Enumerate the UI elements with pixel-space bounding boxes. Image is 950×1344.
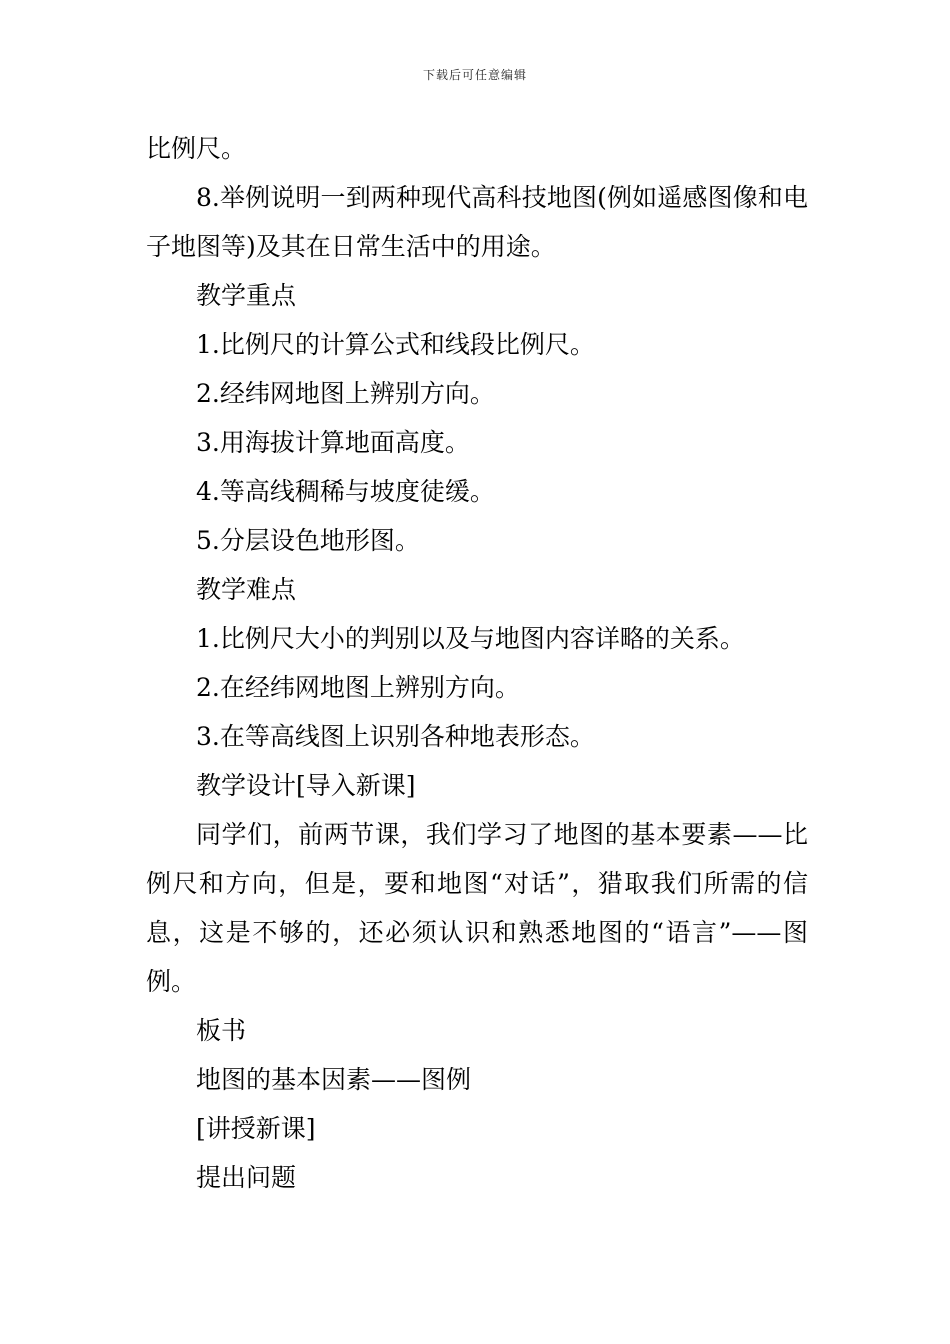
paragraph: [讲授新课] <box>196 1114 316 1143</box>
paragraph: 5.分层设色地形图。 <box>196 526 420 555</box>
paragraph: 比例尺。 <box>146 134 247 163</box>
paragraph: 地图的基本因素——图例 <box>196 1065 472 1094</box>
paragraph: 同学们，前两节课，我们学习了地图的基本要素——比例尺和方向，但是，要和地图“对话”，猎取我们所需的信息，这是不够的，还必须认识和熟悉地图的“语言”——图例。 <box>146 820 808 996</box>
paragraph: 教学设计[导入新课] <box>196 771 416 800</box>
paragraph: 1.比例尺大小的判别以及与地图内容详略的关系。 <box>196 624 745 653</box>
page-header: 下载后可任意编辑 <box>422 68 527 82</box>
paragraph: 教学重点 <box>196 281 297 310</box>
paragraph: 提出问题 <box>196 1163 297 1192</box>
paragraph: 3.在等高线图上识别各种地表形态。 <box>196 722 595 751</box>
paragraph: 教学难点 <box>196 575 297 604</box>
paragraph: 3.用海拔计算地面高度。 <box>196 428 470 457</box>
paragraph: 2.在经纬网地图上辨别方向。 <box>196 673 520 702</box>
paragraph: 4.等高线稠稀与坡度徒缓。 <box>196 477 495 506</box>
paragraph: 8.举例说明一到两种现代高科技地图(例如遥感图像和电子地图等)及其在日常生活中的用途。 <box>146 183 808 261</box>
paragraph: 板书 <box>196 1016 247 1045</box>
document-body <box>146 124 808 1202</box>
paragraph: 2.经纬网地图上辨别方向。 <box>196 379 495 408</box>
paragraph: 1.比例尺的计算公式和线段比例尺。 <box>196 330 595 359</box>
